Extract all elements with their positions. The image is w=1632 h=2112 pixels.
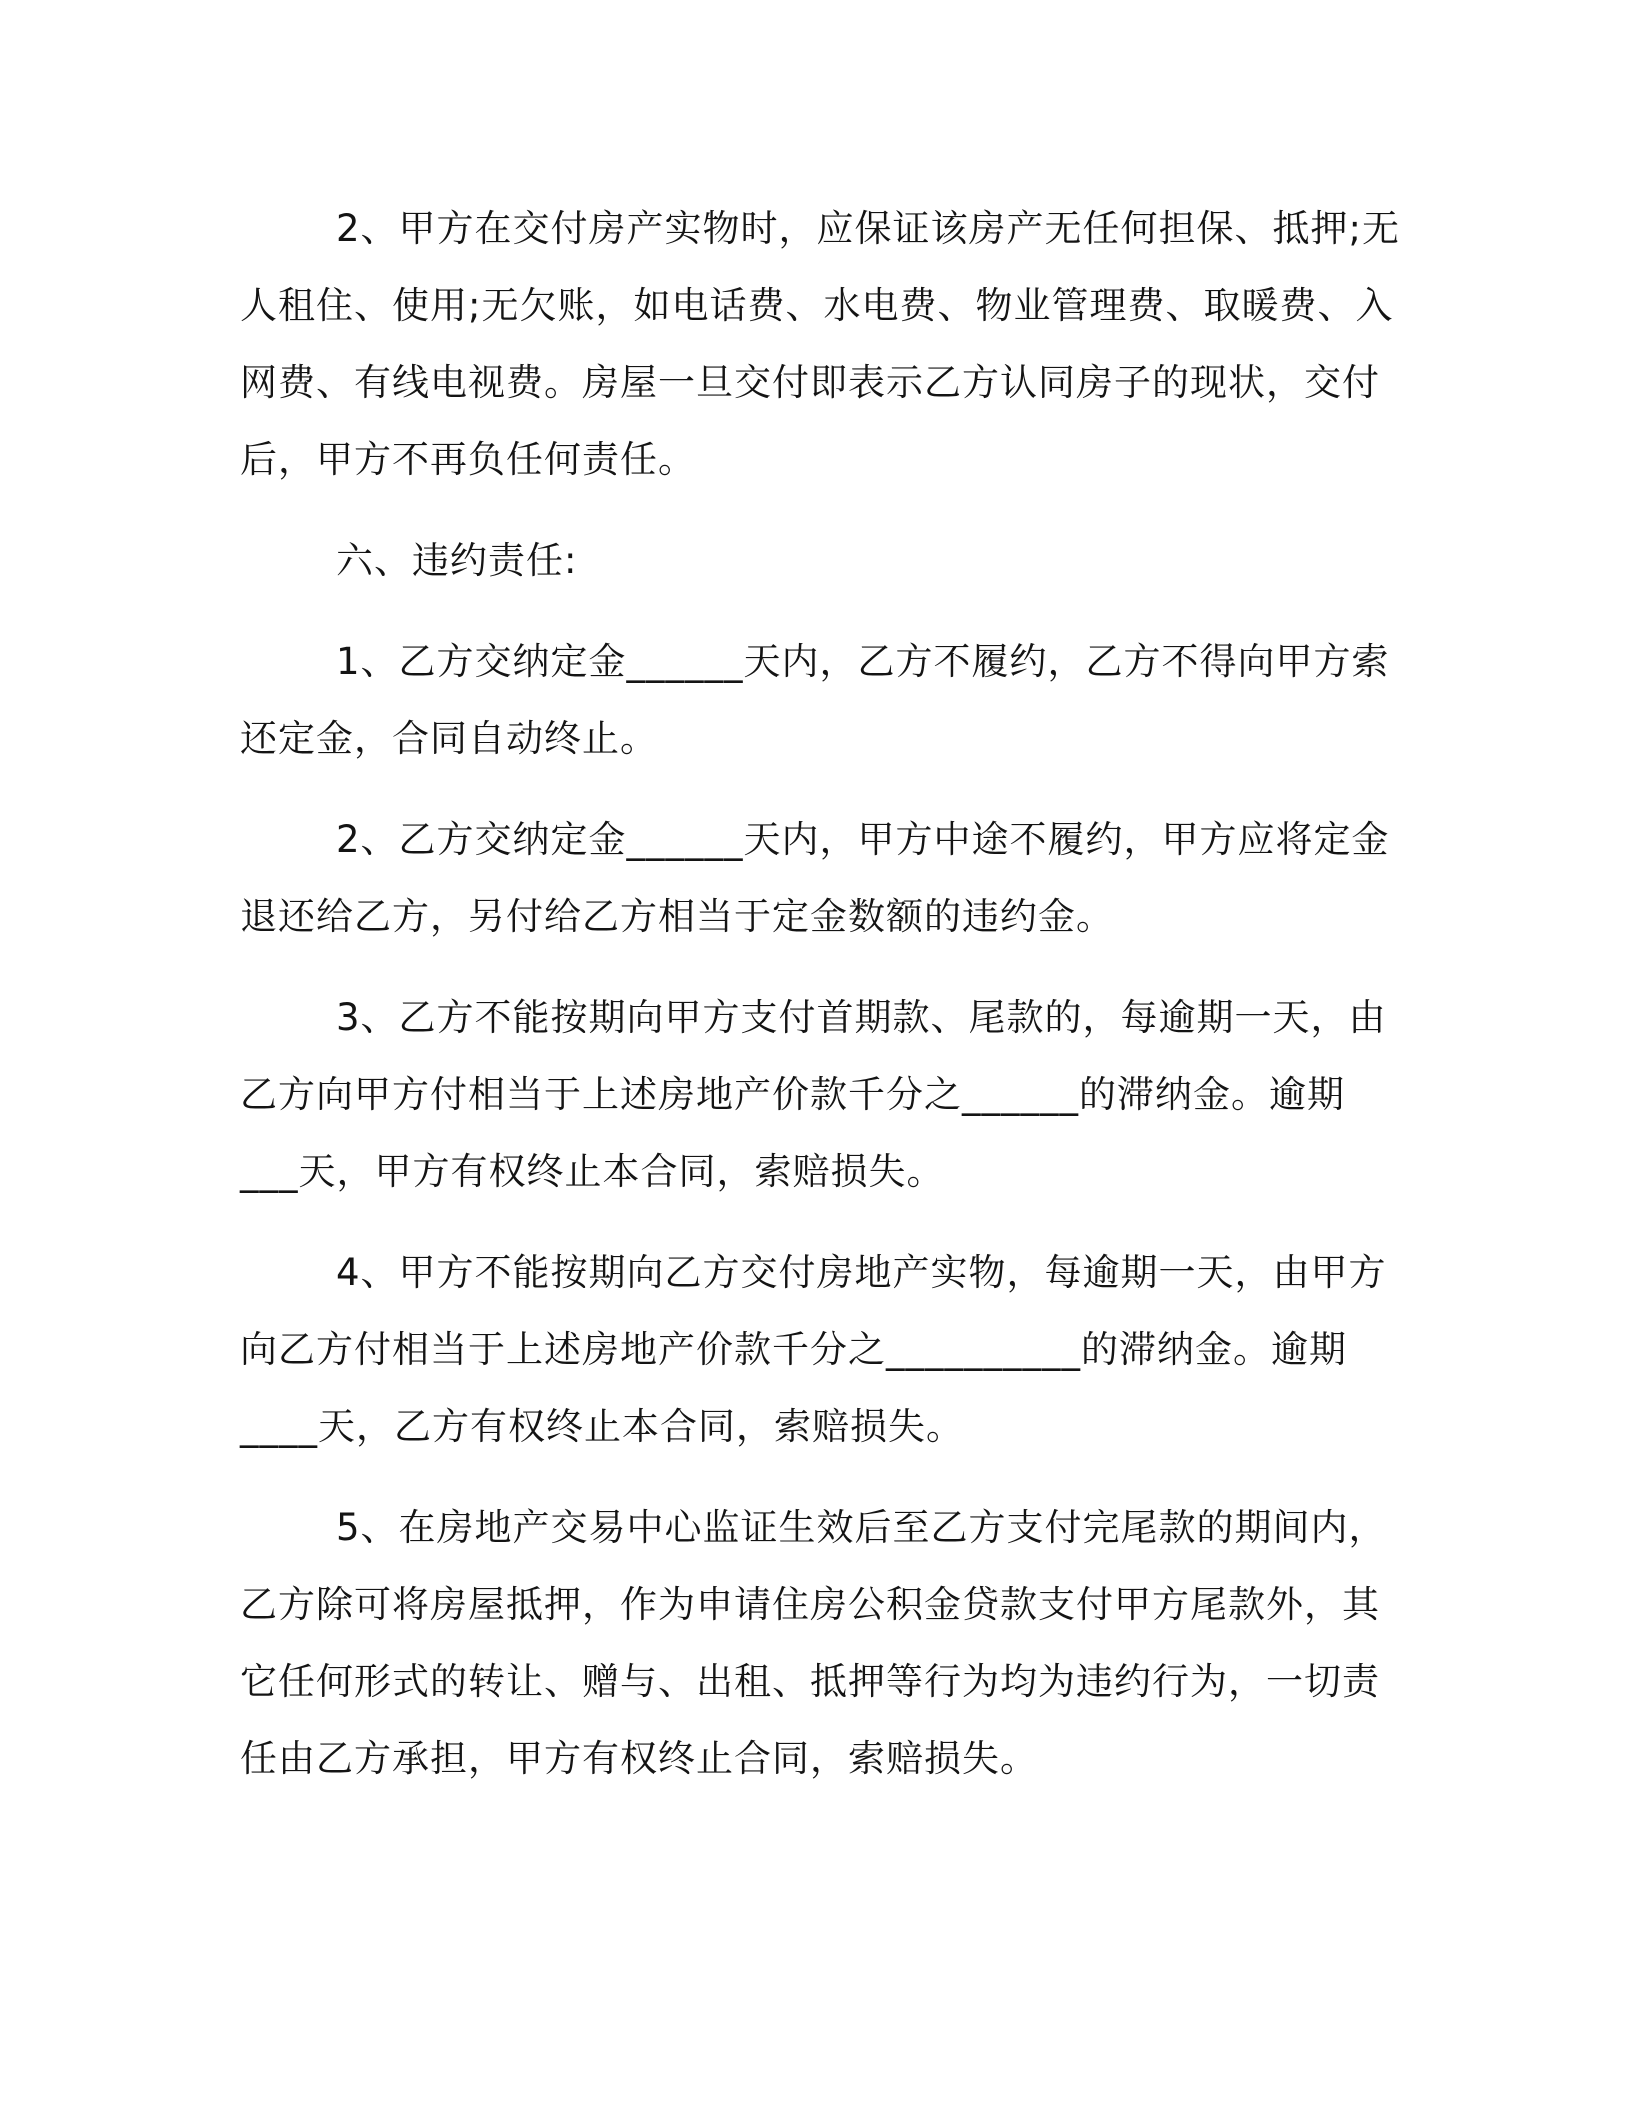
text-line: 还定金，合同自动终止。 <box>240 717 658 760</box>
text-line: ___天，甲方有权终止本合同，索赔损失。 <box>240 1150 945 1193</box>
text-line: 后，甲方不再负任何责任。 <box>240 438 696 481</box>
text-line: 5、在房地产交易中心监证生效后至乙方支付完尾款的期间内， <box>336 1506 1387 1549</box>
text-line: 乙方向甲方付相当于上述房地产价款千分之______的滞纳金。逾期 <box>240 1073 1345 1116</box>
document-body <box>240 190 1401 1797</box>
text-line: 2、乙方交纳定金______天内，甲方中途不履约，甲方应将定金 <box>336 818 1390 861</box>
text-line: 人租住、使用;无欠账，如电话费、水电费、物业管理费、取暖费、入 <box>240 284 1394 327</box>
paragraph-clause-3 <box>240 979 1387 1210</box>
section-heading-breach-liability <box>240 522 1375 599</box>
text-line: 它任何形式的转让、赠与、出租、抵押等行为均为违约行为，一切责 <box>240 1660 1380 1703</box>
text-line: 1、乙方交纳定金______天内，乙方不履约，乙方不得向甲方索 <box>336 640 1390 683</box>
text-line: 4、甲方不能按期向乙方交付房地产实物，每逾期一天，由甲方 <box>336 1251 1387 1294</box>
section-heading: 六、违约责任: <box>336 539 578 582</box>
text-line: ____天，乙方有权终止本合同，索赔损失。 <box>240 1405 964 1448</box>
text-line: 向乙方付相当于上述房地产价款千分之__________的滞纳金。逾期 <box>240 1328 1347 1371</box>
text-line: 乙方除可将房屋抵押，作为申请住房公积金贷款支付甲方尾款外，其 <box>240 1583 1380 1626</box>
paragraph-clause-1 <box>240 623 1390 777</box>
text-line: 任由乙方承担，甲方有权终止合同，索赔损失。 <box>240 1737 1038 1780</box>
text-line: 3、乙方不能按期向甲方支付首期款、尾款的，每逾期一天，由 <box>336 996 1387 1039</box>
paragraph-delivery-guarantee <box>240 190 1401 498</box>
text-line: 2、甲方在交付房产实物时，应保证该房产无任何担保、抵押;无 <box>336 207 1401 250</box>
paragraph-clause-2 <box>240 801 1390 955</box>
text-line: 退还给乙方，另付给乙方相当于定金数额的违约金。 <box>240 895 1114 938</box>
paragraph-clause-5 <box>240 1489 1387 1797</box>
text-line: 网费、有线电视费。房屋一旦交付即表示乙方认同房子的现状，交付 <box>240 361 1380 404</box>
paragraph-clause-4 <box>240 1234 1387 1465</box>
